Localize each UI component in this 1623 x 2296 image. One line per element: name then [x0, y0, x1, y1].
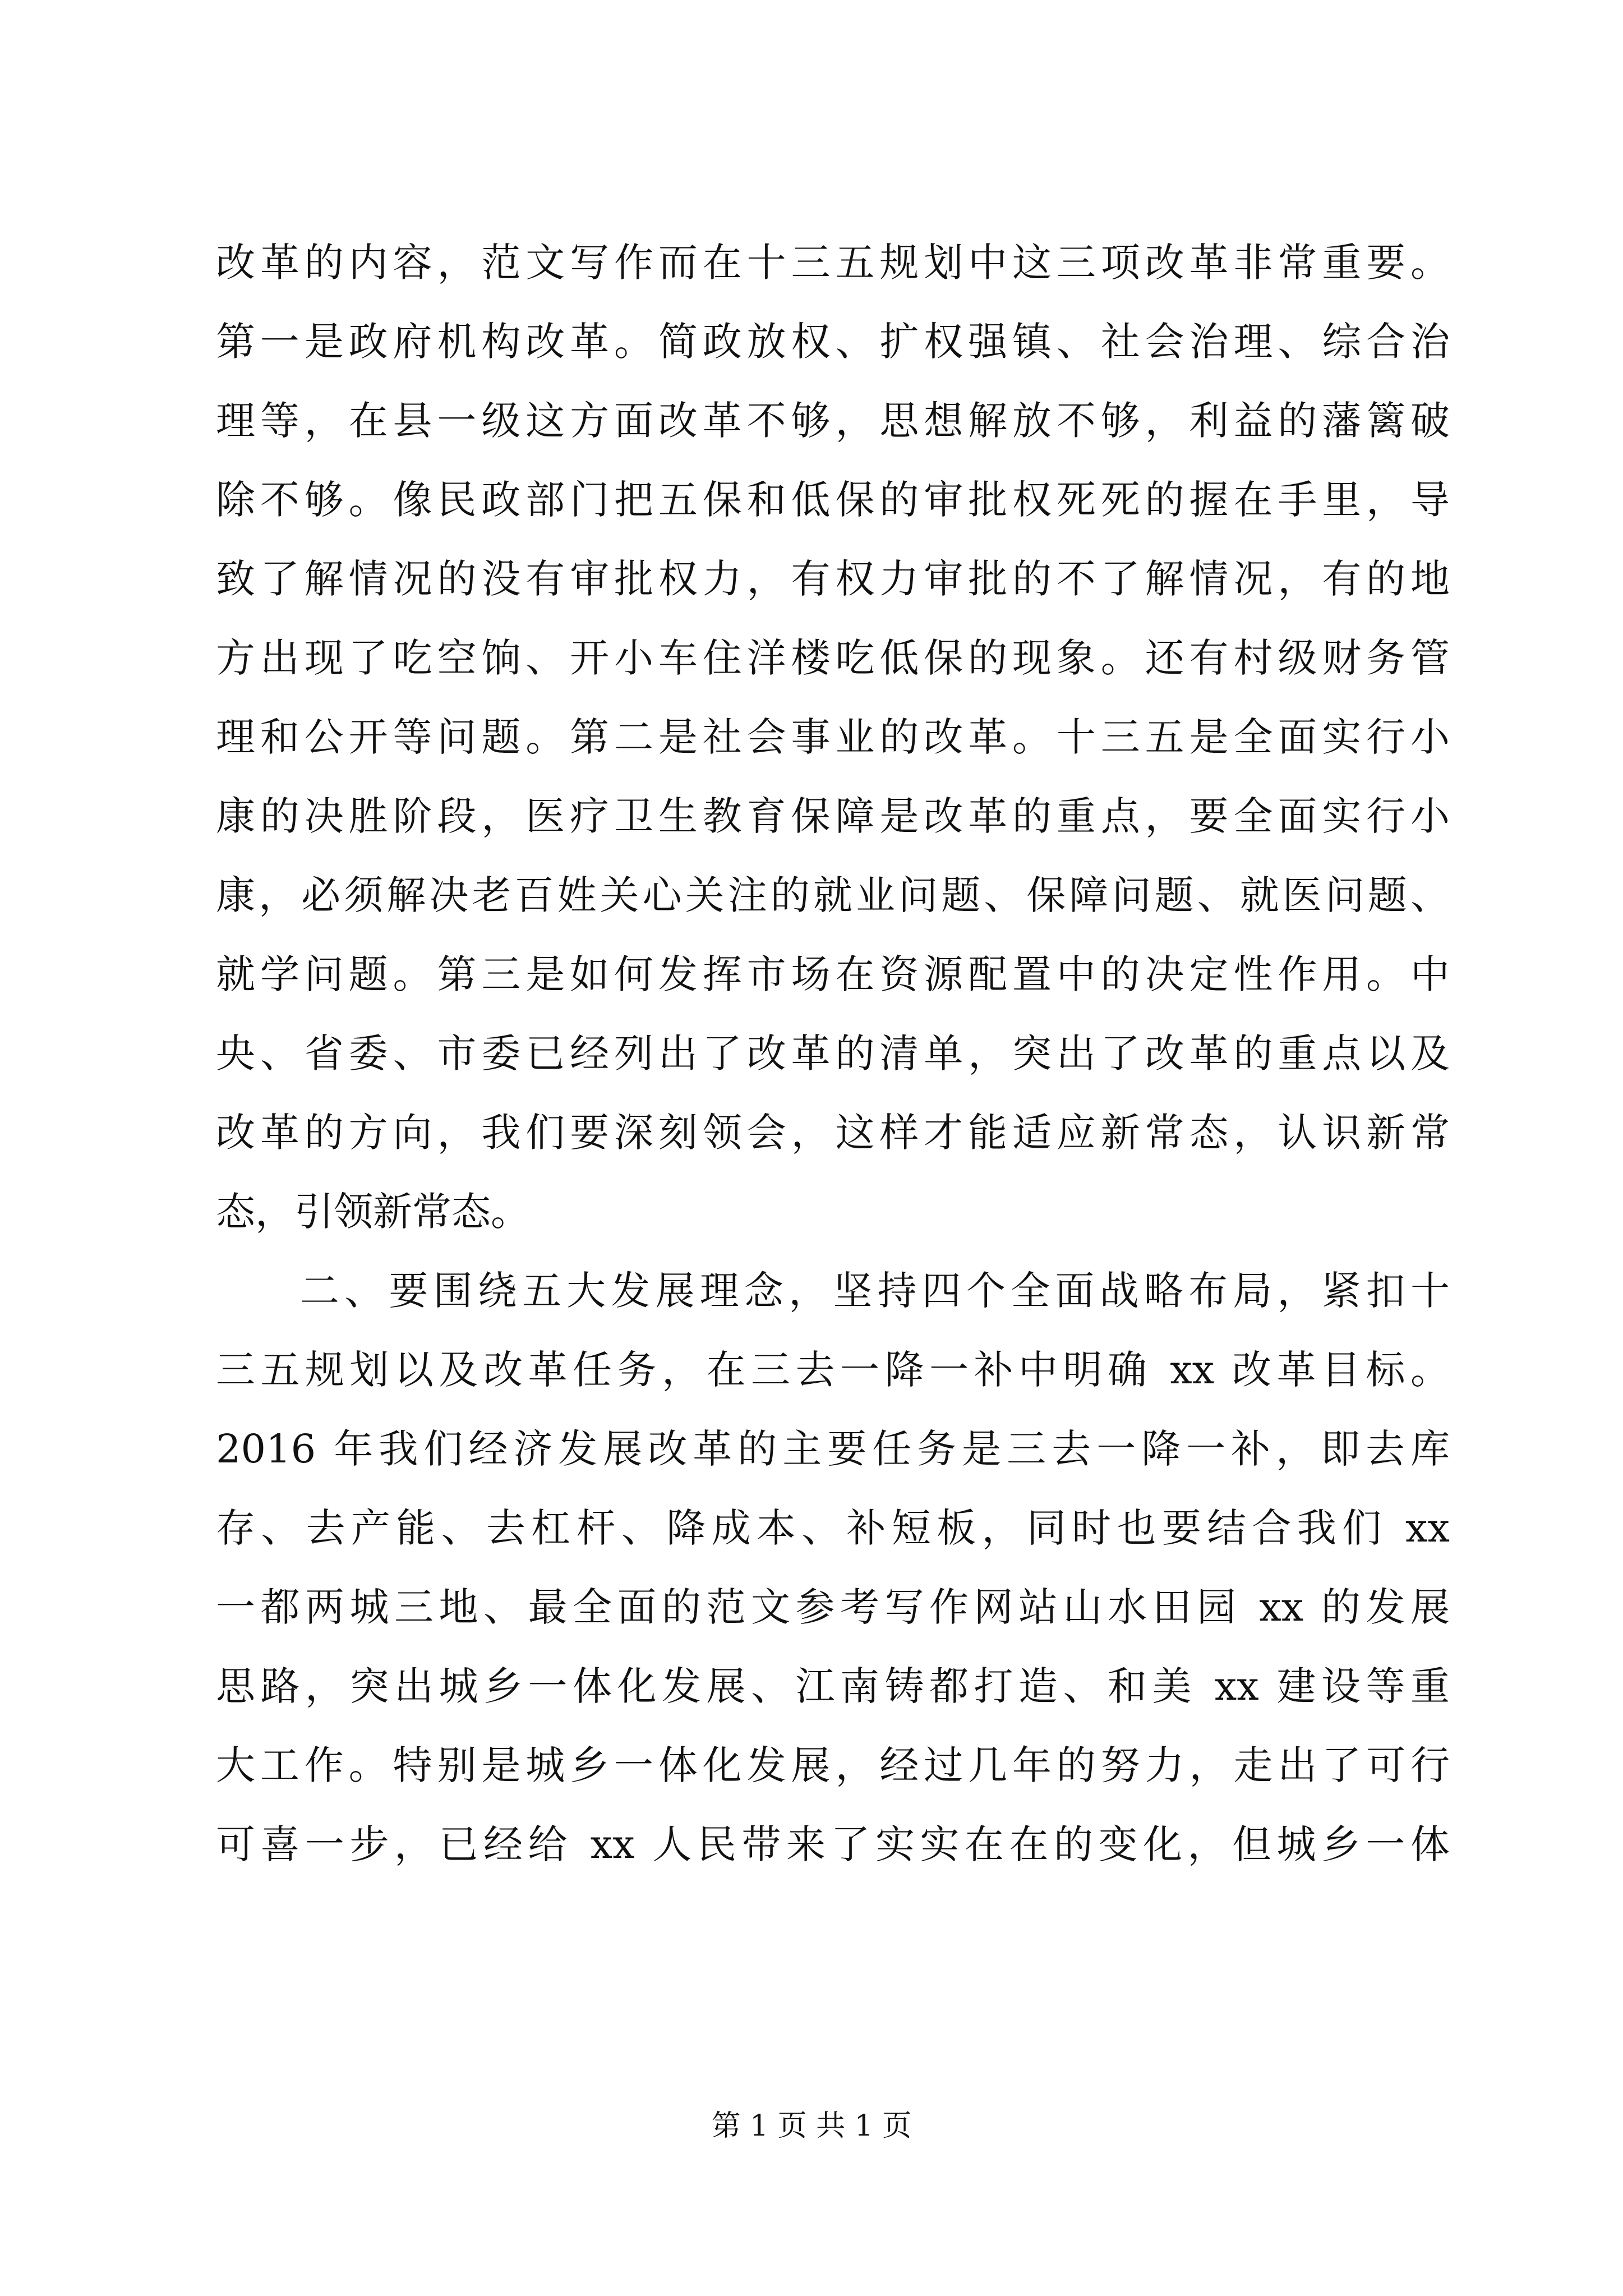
text-line: 致了解情况的没有审批权力，有权力审批的不了解情况，有的地	[216, 556, 1450, 602]
text-line: 康，必须解决老百姓关心关注的就业问题、保障问题、就医问题、	[216, 872, 1450, 918]
text-line: 改革的内容，范文写作而在十三五规划中这三项改革非常重要。	[216, 240, 1450, 286]
text-line: 可喜一步，已经给 xx 人民带来了实实在在的变化，但城乡一体	[216, 1821, 1450, 1867]
text-line: 就学问题。第三是如何发挥市场在资源配置中的决定性作用。中	[216, 951, 1450, 997]
text-line: 大工作。特别是城乡一体化发展，经过几年的努力，走出了可行	[216, 1742, 1450, 1788]
document-body	[216, 223, 1450, 1884]
text-line: 2016 年我们经济发展改革的主要任务是三去一降一补，即去库	[216, 1426, 1450, 1472]
text-line: 三五规划以及改革任务，在三去一降一补中明确 xx 改革目标。	[216, 1347, 1450, 1393]
text-line: 态，引领新常态。	[216, 1189, 530, 1235]
text-line: 改革的方向，我们要深刻领会，这样才能适应新常态，认识新常	[216, 1110, 1450, 1156]
text-line: 康的决胜阶段，医疗卫生教育保障是改革的重点，要全面实行小	[216, 793, 1450, 839]
text-line: 存、去产能、去杠杆、降成本、补短板，同时也要结合我们 xx	[216, 1505, 1450, 1551]
paragraph-first-line: 二、要围绕五大发展理念，坚持四个全面战略布局，紧扣十	[300, 1268, 1450, 1314]
text-line: 第一是政府机构改革。简政放权、扩权强镇、社会治理、综合治	[216, 319, 1450, 365]
text-line: 理等，在县一级这方面改革不够，思想解放不够，利益的藩篱破	[216, 398, 1450, 444]
page-number-label: 第 1 页 共 1 页	[711, 2109, 912, 2143]
text-line: 思路，突出城乡一体化发展、江南铸都打造、和美 xx 建设等重	[216, 1663, 1450, 1709]
text-line: 除不够。像民政部门把五保和低保的审批权死死的握在手里，导	[216, 477, 1450, 523]
text-line: 理和公开等问题。第二是社会事业的改革。十三五是全面实行小	[216, 714, 1450, 760]
text-line: 一都两城三地、最全面的范文参考写作网站山水田园 xx 的发展	[216, 1584, 1450, 1630]
text-line: 央、省委、市委已经列出了改革的清单，突出了改革的重点以及	[216, 1030, 1450, 1076]
page-footer	[0, 2106, 1623, 2146]
text-line: 方出现了吃空饷、开小车住洋楼吃低保的现象。还有村级财务管	[216, 635, 1450, 681]
